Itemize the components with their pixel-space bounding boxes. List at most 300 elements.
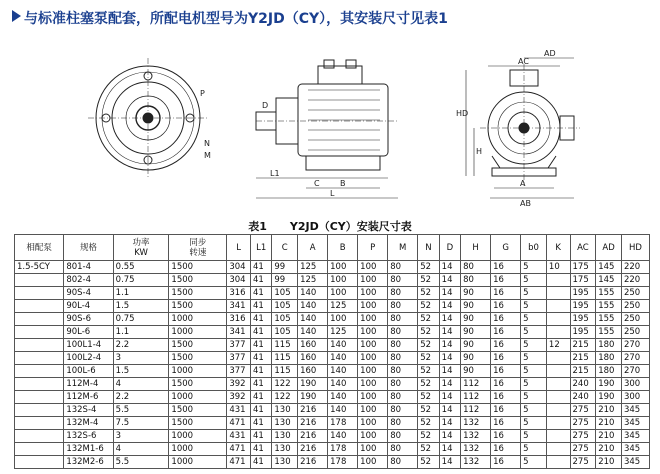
table-cell: 175	[570, 274, 596, 287]
front-view-labels	[200, 89, 211, 160]
table-cell: 41	[250, 430, 271, 443]
table-cell: 431	[227, 404, 251, 417]
column-header	[491, 235, 521, 261]
table-cell: 250	[621, 300, 649, 313]
table-cell: 130	[272, 430, 298, 443]
table-cell: 41	[250, 300, 271, 313]
table-cell: 112	[461, 404, 491, 417]
table-row	[15, 365, 650, 378]
table-cell: 140	[328, 378, 358, 391]
table-cell: 105	[272, 326, 298, 339]
table-cell: 1000	[169, 326, 227, 339]
table-cell	[546, 300, 570, 313]
table-cell: 304	[227, 261, 251, 274]
column-header	[328, 235, 358, 261]
table-cell: 140	[298, 287, 328, 300]
column-header	[418, 235, 439, 261]
table-cell	[546, 391, 570, 404]
table-cell: 377	[227, 339, 251, 352]
dim-label: N	[204, 139, 210, 148]
table-cell: 16	[491, 287, 521, 300]
table-cell: 100	[358, 300, 388, 313]
column-header	[169, 235, 227, 261]
table-cell: 14	[439, 261, 460, 274]
table-cell: 802-4	[64, 274, 113, 287]
table-body	[15, 261, 650, 469]
header-label: H	[472, 242, 479, 253]
table-cell: 80	[388, 274, 418, 287]
column-header	[388, 235, 418, 261]
header-label: C	[281, 242, 288, 253]
header-label: AD	[602, 242, 615, 253]
table-cell: 125	[298, 261, 328, 274]
table-row	[15, 261, 650, 274]
table-cell: 5	[521, 287, 547, 300]
table-cell: 215	[570, 365, 596, 378]
table-cell: 52	[418, 391, 439, 404]
table-cell: 90L-4	[64, 300, 113, 313]
table-cell: 5	[521, 261, 547, 274]
table-row	[15, 352, 650, 365]
header-label: AC	[577, 242, 589, 253]
table-cell: 14	[439, 430, 460, 443]
table-cell: 132	[461, 443, 491, 456]
table-cell: 41	[250, 313, 271, 326]
table-cell: 16	[491, 417, 521, 430]
table-cell: 100	[358, 378, 388, 391]
spec-table	[14, 234, 650, 469]
table-cell: 105	[272, 300, 298, 313]
table-cell: 41	[250, 352, 271, 365]
table-cell: 52	[418, 300, 439, 313]
column-header	[113, 235, 169, 261]
table-cell: 471	[227, 456, 251, 469]
table-cell: 1.1	[113, 326, 169, 339]
table-cell: 112M-4	[64, 378, 113, 391]
table-cell: 0.75	[113, 313, 169, 326]
table-cell: 122	[272, 378, 298, 391]
table-cell	[546, 365, 570, 378]
table-cell: 115	[272, 339, 298, 352]
table-cell: 132M-4	[64, 417, 113, 430]
table-cell: 341	[227, 326, 251, 339]
table-cell: 1500	[169, 287, 227, 300]
table-cell	[546, 404, 570, 417]
table-cell: 345	[621, 443, 649, 456]
table-cell: 5	[521, 443, 547, 456]
table-cell: 41	[250, 456, 271, 469]
table-cell: 14	[439, 313, 460, 326]
table-cell: 80	[388, 352, 418, 365]
header-label: K	[555, 242, 561, 253]
header-banner	[0, 0, 660, 36]
table-cell: 0.75	[113, 274, 169, 287]
table-cell: 155	[596, 300, 622, 313]
header-label: HD	[629, 242, 642, 253]
table-cell: 5	[521, 274, 547, 287]
header-label: L1	[256, 242, 267, 253]
table-cell: 140	[328, 365, 358, 378]
table-cell: 41	[250, 326, 271, 339]
table-cell: 52	[418, 378, 439, 391]
table-cell: 16	[491, 313, 521, 326]
table-cell: 215	[570, 339, 596, 352]
table-cell: 16	[491, 443, 521, 456]
table-cell: 130	[272, 456, 298, 469]
table-cell: 112	[461, 378, 491, 391]
front-view-drawing	[88, 58, 208, 178]
table-cell: 90	[461, 339, 491, 352]
table-cell: 1000	[169, 430, 227, 443]
table-cell: 180	[596, 365, 622, 378]
table-cell: 275	[570, 404, 596, 417]
table-cell: 345	[621, 430, 649, 443]
table-cell: 125	[298, 274, 328, 287]
table-cell: 5	[521, 313, 547, 326]
table-cell: 2.2	[113, 339, 169, 352]
table-cell: 210	[596, 417, 622, 430]
table-cell: 180	[596, 339, 622, 352]
side-view-dims	[256, 178, 398, 198]
header-label: 同步	[189, 237, 207, 248]
table-cell	[546, 417, 570, 430]
table-cell	[546, 313, 570, 326]
column-header	[570, 235, 596, 261]
table-cell: 160	[298, 365, 328, 378]
dim-label: L1	[270, 169, 280, 178]
table-cell: 216	[298, 404, 328, 417]
table-cell: 1500	[169, 417, 227, 430]
table-cell: 190	[596, 391, 622, 404]
table-cell: 125	[328, 300, 358, 313]
table-cell: 392	[227, 378, 251, 391]
column-header	[358, 235, 388, 261]
table-cell: 132	[461, 456, 491, 469]
table-cell	[546, 378, 570, 391]
table-cell	[15, 456, 64, 469]
table-cell: 100	[328, 287, 358, 300]
table-cell: 195	[570, 300, 596, 313]
column-header	[461, 235, 491, 261]
table-cell: 100	[328, 274, 358, 287]
table-cell: 80	[388, 443, 418, 456]
table-cell: 1.5	[113, 365, 169, 378]
table-row	[15, 443, 650, 456]
table-cell: 80	[388, 300, 418, 313]
table-cell: 1500	[169, 261, 227, 274]
header-label: M	[399, 242, 407, 253]
table-cell: 16	[491, 404, 521, 417]
table-cell: 80	[388, 404, 418, 417]
table-row	[15, 326, 650, 339]
dim-label: AB	[520, 199, 531, 206]
table-cell: 140	[298, 326, 328, 339]
table-cell: 140	[328, 404, 358, 417]
table-cell: 105	[272, 287, 298, 300]
table-cell: 471	[227, 417, 251, 430]
table-cell: 210	[596, 443, 622, 456]
table-cell: 140	[328, 391, 358, 404]
table-cell: 16	[491, 430, 521, 443]
table-cell: 14	[439, 456, 460, 469]
header-label: 规格	[79, 242, 97, 253]
table-cell: 130	[272, 417, 298, 430]
table-cell: 80	[461, 261, 491, 274]
table-cell: 90	[461, 326, 491, 339]
table-cell: 100L1-4	[64, 339, 113, 352]
dim-label: L	[330, 189, 335, 198]
table-cell: 100	[358, 274, 388, 287]
table-cell: 341	[227, 300, 251, 313]
table-cell: 1500	[169, 404, 227, 417]
table-cell: 210	[596, 456, 622, 469]
table-cell: 100	[358, 261, 388, 274]
column-header	[227, 235, 251, 261]
table-cell: 41	[250, 391, 271, 404]
table-cell: 100	[328, 261, 358, 274]
table-cell: 52	[418, 456, 439, 469]
column-header	[439, 235, 460, 261]
table-cell: 16	[491, 274, 521, 287]
table-cell: 41	[250, 339, 271, 352]
table-cell: 14	[439, 404, 460, 417]
table-cell: 155	[596, 313, 622, 326]
table-cell: 14	[439, 352, 460, 365]
table-cell: 392	[227, 391, 251, 404]
table-cell: 132M1-6	[64, 443, 113, 456]
table-cell: 1.1	[113, 287, 169, 300]
table-cell: 80	[388, 261, 418, 274]
table-cell: 178	[328, 417, 358, 430]
table-cell: 1.5	[113, 300, 169, 313]
table-row	[15, 313, 650, 326]
table-row	[15, 274, 650, 287]
header-label: G	[502, 242, 509, 253]
table-cell	[15, 417, 64, 430]
header-label: L	[236, 242, 242, 253]
table-cell: 100	[358, 313, 388, 326]
table-cell: 195	[570, 287, 596, 300]
table-cell: 100	[358, 404, 388, 417]
column-header	[298, 235, 328, 261]
table-cell	[546, 274, 570, 287]
table-cell: 190	[298, 378, 328, 391]
table-cell: 41	[250, 443, 271, 456]
table-cell: 10	[546, 261, 570, 274]
table-cell: 14	[439, 300, 460, 313]
table-cell: 5.5	[113, 456, 169, 469]
table-cell: 300	[621, 391, 649, 404]
table-cell: 140	[328, 352, 358, 365]
table-cell: 0.55	[113, 261, 169, 274]
table-cell: 316	[227, 313, 251, 326]
column-header	[64, 235, 113, 261]
table-cell: 1000	[169, 313, 227, 326]
dim-label: P	[200, 89, 205, 98]
table-cell: 270	[621, 339, 649, 352]
table-cell: 100	[358, 339, 388, 352]
table-cell: 125	[328, 326, 358, 339]
table-cell: 16	[491, 326, 521, 339]
table-cell: 80	[388, 365, 418, 378]
table-cell: 195	[570, 326, 596, 339]
column-header	[15, 235, 64, 261]
table-cell: 1500	[169, 300, 227, 313]
table-cell: 5	[521, 456, 547, 469]
table-cell: 90	[461, 300, 491, 313]
table-cell: 7.5	[113, 417, 169, 430]
table-cell: 122	[272, 391, 298, 404]
table-cell: 90	[461, 352, 491, 365]
dim-label: AC	[518, 57, 529, 66]
header-label: b0	[528, 242, 539, 253]
dim-label: M	[204, 151, 211, 160]
table-cell: 155	[596, 326, 622, 339]
table-cell: 5	[521, 378, 547, 391]
table-cell	[546, 430, 570, 443]
table-cell: 1500	[169, 339, 227, 352]
table-cell: 190	[596, 378, 622, 391]
header-label: P	[370, 242, 376, 253]
table-cell: 16	[491, 261, 521, 274]
table-cell: 5	[521, 365, 547, 378]
table-cell: 14	[439, 287, 460, 300]
table-cell: 471	[227, 443, 251, 456]
dim-label: C	[314, 179, 320, 188]
table-cell: 175	[570, 261, 596, 274]
table-cell: 16	[491, 456, 521, 469]
table-cell: 16	[491, 378, 521, 391]
table-cell: 52	[418, 339, 439, 352]
table-cell: 2.2	[113, 391, 169, 404]
table-cell	[15, 274, 64, 287]
table-cell: 52	[418, 352, 439, 365]
table-cell: 5	[521, 417, 547, 430]
table-cell: 100	[358, 326, 388, 339]
table-cell: 140	[298, 300, 328, 313]
table-cell: 275	[570, 417, 596, 430]
table-cell: 14	[439, 378, 460, 391]
table-cell: 41	[250, 274, 271, 287]
table-cell: 240	[570, 378, 596, 391]
dim-label: A	[520, 179, 526, 188]
table-cell: 250	[621, 287, 649, 300]
dim-label: HD	[456, 109, 469, 118]
table-cell: 80	[388, 391, 418, 404]
table-cell: 270	[621, 352, 649, 365]
table-cell: 41	[250, 261, 271, 274]
table-row	[15, 378, 650, 391]
table-cell: 270	[621, 365, 649, 378]
table-cell: 16	[491, 352, 521, 365]
table-cell: 215	[570, 352, 596, 365]
table-cell: 14	[439, 339, 460, 352]
table-cell: 41	[250, 378, 271, 391]
arrow-icon	[12, 10, 21, 22]
column-header	[250, 235, 271, 261]
end-view-labels	[456, 49, 556, 206]
table-cell: 275	[570, 456, 596, 469]
table-cell: 132M2-6	[64, 456, 113, 469]
table-cell: 145	[596, 274, 622, 287]
table-cell: 160	[298, 352, 328, 365]
table-cell: 105	[272, 313, 298, 326]
table-cell: 52	[418, 417, 439, 430]
table-cell: 210	[596, 430, 622, 443]
table-cell: 90S-6	[64, 313, 113, 326]
table-cell	[546, 352, 570, 365]
table-row	[15, 404, 650, 417]
table-row	[15, 456, 650, 469]
dim-label: H	[476, 147, 483, 156]
column-header	[621, 235, 649, 261]
table-cell: 316	[227, 287, 251, 300]
table-cell: 132S-6	[64, 430, 113, 443]
table-title: 表1 Y2JD（CY）安装尺寸表	[248, 220, 412, 233]
table-cell: 80	[388, 339, 418, 352]
table-row	[15, 417, 650, 430]
table-cell	[15, 352, 64, 365]
table-cell	[15, 365, 64, 378]
banner-title	[12, 8, 448, 28]
header-label: A	[309, 242, 316, 253]
table-cell: 178	[328, 456, 358, 469]
table-cell: 52	[418, 404, 439, 417]
header-label: 功率	[132, 237, 150, 248]
table-cell: 5	[521, 391, 547, 404]
table-cell: 160	[298, 339, 328, 352]
table-cell: 52	[418, 287, 439, 300]
table-cell	[546, 443, 570, 456]
table-cell: 240	[570, 391, 596, 404]
table-cell: 41	[250, 404, 271, 417]
table-cell: 52	[418, 326, 439, 339]
header-label: 相配泵	[26, 242, 52, 253]
table-row	[15, 287, 650, 300]
end-view-drawing	[480, 64, 580, 186]
table-cell: 180	[596, 352, 622, 365]
table-cell: 52	[418, 313, 439, 326]
table-cell	[15, 300, 64, 313]
table-cell: 80	[388, 313, 418, 326]
table-header-row	[15, 235, 650, 261]
table-cell: 90	[461, 313, 491, 326]
header-label: D	[446, 242, 454, 253]
table-cell	[15, 287, 64, 300]
column-header	[596, 235, 622, 261]
table-cell: 80	[461, 274, 491, 287]
table-cell: 14	[439, 274, 460, 287]
table-cell: 112M-6	[64, 391, 113, 404]
table-cell: 100	[328, 313, 358, 326]
table-cell: 41	[250, 417, 271, 430]
table-cell: 3	[113, 352, 169, 365]
table-cell: 216	[298, 430, 328, 443]
table-cell: 5	[521, 339, 547, 352]
dim-label: B	[340, 179, 346, 188]
table-cell	[15, 339, 64, 352]
table-cell	[15, 313, 64, 326]
table-row	[15, 430, 650, 443]
table-cell: 112	[461, 391, 491, 404]
table-cell: 1000	[169, 391, 227, 404]
table-cell: 145	[596, 261, 622, 274]
table-cell: 1500	[169, 352, 227, 365]
table-cell: 132S-4	[64, 404, 113, 417]
table-cell: 80	[388, 378, 418, 391]
table-cell: 41	[250, 287, 271, 300]
table-cell: 99	[272, 261, 298, 274]
